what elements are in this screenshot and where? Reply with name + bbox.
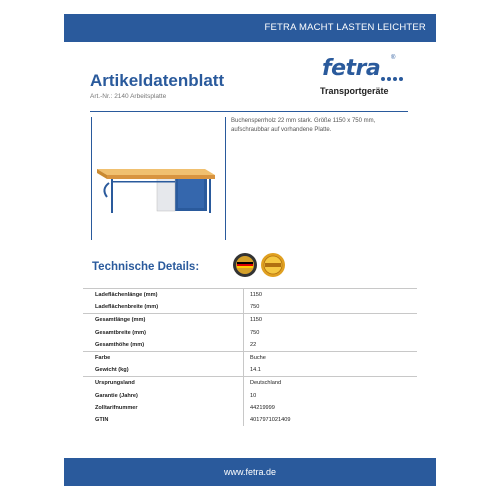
spec-label: Garantie (Jahre) <box>95 392 138 399</box>
table-row <box>83 390 417 402</box>
image-frame-divider <box>225 117 226 240</box>
page-title: Artikeldatenblatt <box>90 71 225 90</box>
footer-banner <box>64 458 436 486</box>
table-row <box>83 301 417 313</box>
logo-tagline: Transportgeräte <box>320 86 389 96</box>
product-image <box>97 159 223 219</box>
datasheet-page <box>64 14 436 486</box>
header-divider <box>90 111 408 112</box>
table-row <box>83 376 417 389</box>
table-row <box>83 327 417 339</box>
logo-wordmark: fetra <box>322 56 381 81</box>
spec-value: Buche <box>250 354 266 361</box>
spec-label: Gewicht (kg) <box>95 367 129 374</box>
table-row <box>83 402 417 414</box>
spec-value: 750 <box>250 329 260 336</box>
spec-value: 14.1 <box>250 367 261 374</box>
spec-label: Zolltarifnummer <box>95 404 138 411</box>
spec-label: Ursprungsland <box>95 380 135 387</box>
image-frame-left <box>91 117 92 240</box>
table-row <box>83 351 417 364</box>
spec-label: Ladeflächenbreite (mm) <box>95 304 159 311</box>
spec-value: 10 <box>250 392 257 399</box>
spec-label: Gesamtbreite (mm) <box>95 329 146 336</box>
table-row <box>83 288 417 301</box>
spec-label: Ladeflächenlänge (mm) <box>95 292 158 298</box>
table-row <box>83 313 417 326</box>
logo-dots <box>381 77 403 81</box>
registered-mark: ® <box>391 55 396 61</box>
spec-value: 44219999 <box>250 404 275 411</box>
table-row <box>83 339 417 351</box>
spec-value: 1150 <box>250 317 263 324</box>
specs-table <box>83 288 417 426</box>
product-description: Buchensperrholz 22 mm stark. Größe 1150 x 750 mm, aufschraubbar auf vorhandene Platte. <box>231 118 376 133</box>
section-title: Technische Details: <box>92 261 200 273</box>
spec-label: Gesamtlänge (mm) <box>95 317 146 324</box>
spec-value: 750 <box>250 304 260 311</box>
spec-label: GTIN <box>95 416 109 423</box>
spec-label: Farbe <box>95 354 111 361</box>
warranty-badge <box>261 253 285 277</box>
table-row <box>83 364 417 376</box>
quality-badges <box>231 243 291 283</box>
article-number: Art.-Nr.: 2140 Arbeitsplatte <box>90 93 167 100</box>
slogan: FETRA MACHT LASTEN LEICHTER <box>264 22 426 33</box>
spec-value: 1150 <box>250 292 263 298</box>
footer-url[interactable]: www.fetra.de <box>223 467 277 477</box>
top-banner <box>64 14 436 42</box>
spec-label: Gesamthöhe (mm) <box>95 341 145 348</box>
spec-value: 22 <box>250 341 257 348</box>
table-row <box>83 414 417 426</box>
fetra-logo <box>320 56 420 106</box>
made-in-germany-badge <box>233 253 257 277</box>
spec-value: 4017971021409 <box>250 416 291 423</box>
spec-value: Deutschland <box>250 380 282 387</box>
